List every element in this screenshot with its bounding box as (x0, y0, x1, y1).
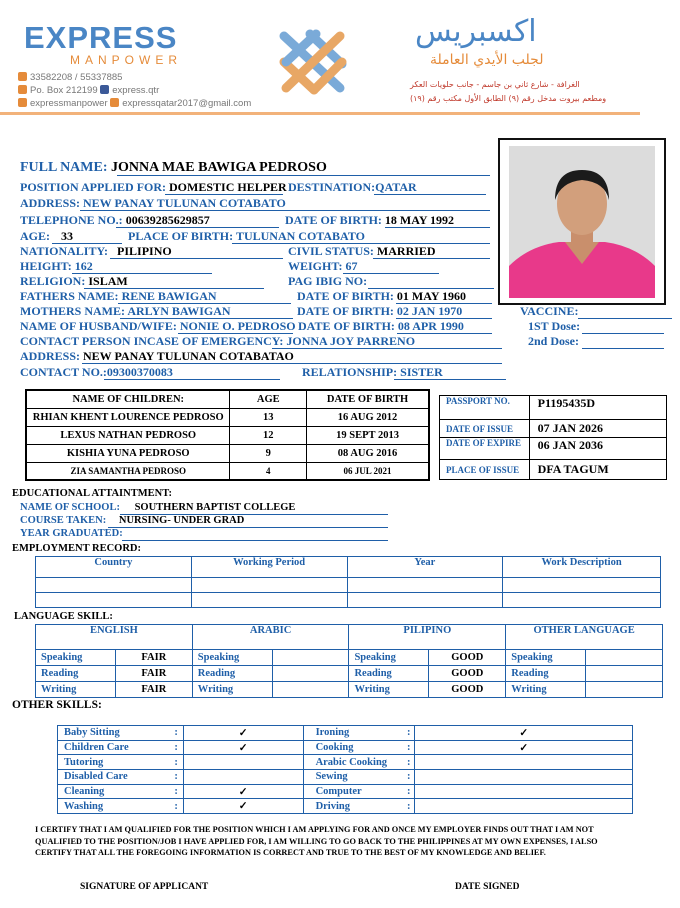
employment-table (35, 556, 661, 608)
contact-row: CONTACT NO.:09300370083 (20, 365, 173, 379)
table-row: Cleaning : ✓ Computer : (58, 784, 633, 799)
dob-value: 18 MAY 1992 (384, 213, 455, 227)
table-row: Washing : ✓ Driving : (58, 799, 633, 814)
relationship-row: RELATIONSHIP: SISTER (302, 365, 443, 379)
nationality-row: NATIONALITY: PILIPINO (20, 244, 172, 258)
address-row: ADDRESS: NEW PANAY TULUNAN COTABATO (20, 196, 286, 210)
logo-emblem-icon (272, 22, 354, 102)
emergency-row: CONTACT PERSON INCASE OF EMERGENCY: JONNA JOY PARRENO (20, 334, 416, 348)
header-social: expressmanpower expressqatar2017@gmail.com (18, 98, 251, 109)
table-row: DATE OF ISSUE 07 JAN 2026 (440, 420, 667, 438)
mother-value: ARLYN BAWIGAN (127, 304, 231, 318)
language-header-pilipino: PILIPINO (349, 625, 506, 650)
father-row: FATHERS NAME: RENE BAWIGAN (20, 289, 217, 303)
course-row: COURSE TAKEN: NURSING- UNDER GRAD (20, 515, 245, 526)
position-value: DOMESTIC HELPER (169, 180, 287, 194)
photo-frame (498, 138, 666, 305)
table-row: Speaking FAIR Speaking Speaking GOOD Speaking (36, 650, 663, 666)
pob-value: TULUNAN COTABATO (235, 229, 365, 243)
dob-row: DATE OF BIRTH: 18 MAY 1992 (285, 213, 455, 227)
pob-row: PLACE OF BIRTH: TULUNAN COTABATO (128, 229, 365, 243)
certification-text: I CERTIFY THAT I AM QUALIFIED FOR THE POSITION WHICH I AM APPLYING FOR AND ONCE MY EMPLOYER FINDS OUT THAT I AM NOT QUALIFIED TO THE POSITION/JOB I HAVE APPLIED FOR, I AM WILLING TO GO BACK TO THE PHILIPPINES AT MY OWN EXPENSES, I ALSO CERTIFY THAT ALL THE FOREGOING INFORMATION IS CORRECT AND TRUE TO THE BEST OF MY KNOWLEDGE AND BELIEF. (35, 825, 598, 857)
height-value: 162 (74, 259, 93, 273)
employment-title: EMPLOYMENT RECORD: (12, 543, 142, 554)
destination-row: DESTINATION:QATAR (288, 180, 417, 194)
spouse-dob-row: DATE OF BIRTH: 08 APR 1990 (298, 319, 464, 333)
dose1-row: 1ST Dose: (528, 319, 581, 333)
age-value: 33 (61, 229, 73, 243)
vaccine-row: VACCINE: (520, 304, 579, 318)
header-phones: 33582208 / 55337885 (18, 72, 122, 83)
arabic-address-2: ومطعم بيروت مدخل رقم (٩) الطابق الأول مكتب رقم (١٩) (410, 94, 607, 103)
relationship-value: SISTER (400, 365, 443, 379)
spouse-dob-value: 08 APR 1990 (397, 319, 464, 333)
position-row: POSITION APPLIED FOR: DOMESTIC HELPER (20, 180, 287, 194)
pagibig-row: PAG IBIG NO: (288, 274, 368, 288)
telephone-value: 00639285629857 (125, 213, 210, 227)
father-value: RENE BAWIGAN (121, 289, 217, 303)
destination-value: QATAR (375, 180, 417, 194)
header-divider (0, 112, 640, 115)
children-header-dob: DATE OF BIRTH (307, 390, 429, 408)
table-row: Children Care : ✓ Cooking : ✓ (58, 740, 633, 755)
spouse-row: NAME OF HUSBAND/WIFE: NONIE O. PEDROSO (20, 319, 296, 333)
age-row: AGE: 33 (20, 229, 73, 243)
children-header-name: NAME OF CHILDREN: (26, 390, 230, 408)
employment-header-description: Work Description (503, 557, 661, 578)
applicant-photo (509, 146, 655, 298)
table-row (36, 578, 661, 593)
passport-table (439, 395, 667, 480)
employment-header-year: Year (347, 557, 503, 578)
civil-status-value: MARRIED (376, 244, 436, 258)
language-table (35, 624, 663, 698)
full-name-row: FULL NAME: JONNA MAE BAWIGA PEDROSO (20, 160, 327, 175)
full-name-value: JONNA MAE BAWIGA PEDROSO (111, 160, 327, 175)
religion-row: RELIGION: ISLAM (20, 274, 128, 288)
language-title: LANGUAGE SKILL: (14, 611, 113, 622)
logo-sub: MANPOWER (70, 53, 182, 67)
contact-value: 09300370083 (106, 365, 173, 379)
mother-row: MOTHERS NAME: ARLYN BAWIGAN (20, 304, 231, 318)
school-value: SOUTHERN BAPTIST COLLEGE (134, 502, 296, 513)
table-row: Tutoring : Arabic Cooking : (58, 755, 633, 770)
em-address-row: ADDRESS: NEW PANAY TULUNAN COTABATAO (20, 349, 294, 363)
address-value: NEW PANAY TULUNAN COTABATO (83, 196, 286, 210)
civil-status-row: CIVIL STATUS: MARRIED (288, 244, 436, 258)
course-value: NURSING- UNDER GRAD (118, 515, 245, 526)
height-row: HEIGHT: 162 (20, 259, 93, 273)
employment-header-country: Country (36, 557, 192, 578)
mother-dob-value: 02 JAN 1970 (396, 304, 463, 318)
phone-icon (18, 72, 27, 81)
facebook-icon (100, 85, 109, 94)
spouse-value: NONIE O. PEDROSO (179, 319, 296, 333)
arabic-address-1: الغرافة - شارع ثاني بن جاسم - جانب حلويات العكر (410, 80, 580, 89)
language-header-arabic: ARABIC (192, 625, 349, 650)
table-row: ZIA SAMANTHA PEDROSO 4 06 JUL 2021 (26, 462, 429, 480)
employment-header-period: Working Period (191, 557, 347, 578)
other-skills-title: OTHER SKILLS: (12, 699, 102, 711)
education-title: EDUCATIONAL ATTAINTMENT: (12, 488, 172, 499)
school-row: NAME OF SCHOOL: SOUTHERN BAPTIST COLLEGE (20, 502, 296, 513)
nationality-value: PILIPINO (117, 244, 172, 258)
signature-label: SIGNATURE OF APPLICANT (80, 882, 209, 892)
emergency-value: JONNA JOY PARRENO (286, 334, 416, 348)
year-graduated-row: YEAR GRADUATED: (20, 528, 123, 539)
father-dob-row: DATE OF BIRTH: 01 MAY 1960 (297, 289, 467, 303)
mail-icon (18, 85, 27, 94)
language-header-english: ENGLISH (36, 625, 193, 650)
language-header-other: OTHER LANGUAGE (506, 625, 663, 650)
header-pobox: Po. Box 212199 express.qtr (18, 85, 159, 96)
table-row: Reading FAIR Reading Reading GOOD Reading (36, 666, 663, 682)
instagram-icon (18, 98, 27, 107)
arabic-subtitle: لجلب الأيدي العاملة (430, 52, 544, 68)
table-row: Baby Sitting : ✓ Ironing : ✓ (58, 726, 633, 741)
other-skills-table (57, 725, 633, 814)
logo-main: EXPRESS (24, 20, 178, 55)
dose2-row: 2nd Dose: (528, 334, 580, 348)
father-dob-value: 01 MAY 1960 (396, 289, 467, 303)
table-row: PLACE OF ISSUE DFA TAGUM (440, 460, 667, 480)
em-address-value: NEW PANAY TULUNAN COTABATAO (83, 349, 294, 363)
table-row: Disabled Care : Sewing : (58, 770, 633, 785)
telephone-row: TELEPHONE NO.: 00639285629857 (20, 213, 210, 227)
children-table (25, 389, 430, 481)
religion-value: ISLAM (88, 274, 128, 288)
table-row: LEXUS NATHAN PEDROSO 12 19 SEPT 2013 (26, 426, 429, 444)
table-row: DATE OF EXPIRE 06 JAN 2036 (440, 438, 667, 460)
arabic-title: اكسبريس (415, 14, 537, 49)
mother-dob-row: DATE OF BIRTH: 02 JAN 1970 (297, 304, 463, 318)
weight-row: WEIGHT: 67 (288, 259, 358, 273)
children-header-age: AGE (230, 390, 307, 408)
table-row: RHIAN KHENT LOURENCE PEDROSO 13 16 AUG 2012 (26, 408, 429, 426)
table-row: KISHIA YUNA PEDROSO 9 08 AUG 2016 (26, 444, 429, 462)
date-signed-label: DATE SIGNED (455, 882, 520, 892)
table-row: PASSPORT NO. P1195435D (440, 396, 667, 420)
weight-value: 67 (345, 259, 358, 273)
table-row: Writing FAIR Writing Writing GOOD Writing (36, 682, 663, 698)
table-row (36, 593, 661, 608)
email-icon (110, 98, 119, 107)
